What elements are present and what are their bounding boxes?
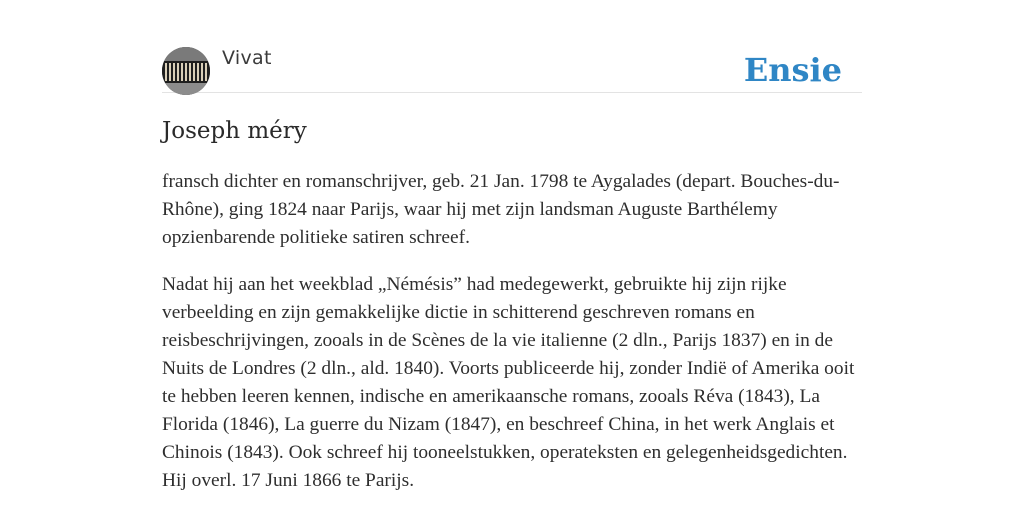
page-header bbox=[162, 47, 862, 93]
article-paragraph: Nadat hij aan het weekblad „Némésis” had medegewerkt, gebruikte hij zijn rijke verbeelding en zijn gemakkelijke dictie in schitterend geschreven romans en reisbeschrijvingen, zooals in de Scènes de la vie italienne (2 dln., Parijs 1837) en in de Nuits de Londres (2 dln., ald. 1840). Voorts publiceerde hij, zonder Indië of Amerika ooit te hebben leeren kennen, indische en amerikaansche romans, zooals Réva (1843), La Florida (1846), La guerre du Nizam (1847), en beschreef China, in het werk Anglais et Chinois (1843). Ook schreef hij tooneelstukken, operateksten en gelegenheidsgedichten. Hij overl. 17 Juni 1866 te Parijs. bbox=[162, 274, 855, 491]
source-avatar[interactable] bbox=[162, 47, 210, 95]
source-name[interactable]: Vivat bbox=[222, 47, 272, 69]
article-paragraph: fransch dichter en romanschrijver, geb. 21 Jan. 1798 te Aygalades (depart. Bouches-du-Rhône), ging 1824 naar Parijs, waar hij met zijn landsman Auguste Barthélemy opzienbarende politieke satiren schreef. bbox=[162, 171, 840, 248]
brand-logo[interactable]: Ensie bbox=[743, 51, 842, 89]
article-title: Joseph méry bbox=[162, 118, 307, 144]
article-body bbox=[162, 168, 862, 512]
bookshelf-icon bbox=[162, 47, 210, 95]
